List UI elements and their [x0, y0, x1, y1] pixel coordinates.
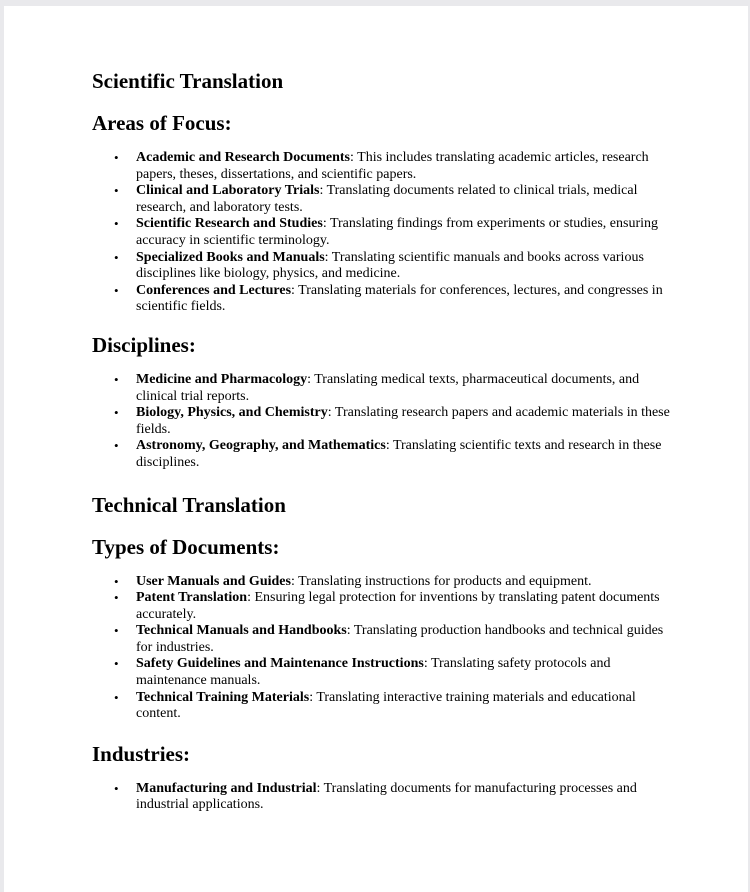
item-desc: : Translating materials for conferences, lectures, and congresses in scientific fields. — [136, 282, 663, 315]
document-content — [92, 66, 672, 814]
heading-areas-of-focus: Areas of Focus: — [92, 111, 232, 135]
list-areas-of-focus — [92, 150, 672, 316]
list-item — [92, 438, 672, 471]
item-term: Specialized Books and Manuals — [136, 249, 325, 265]
bullet-icon: • — [114, 183, 119, 199]
list-item — [92, 656, 672, 689]
item-desc: : Translating documents for manufacturing processes and industrial applications. — [136, 780, 637, 813]
bullet-icon: • — [114, 216, 119, 232]
item-desc: : Translating instructions for products and equipment. — [290, 573, 592, 589]
item-term: Academic and Research Documents — [136, 150, 350, 165]
heading-types-of-documents: Types of Documents: — [92, 534, 280, 559]
list-item — [92, 216, 672, 249]
bullet-icon: • — [114, 438, 119, 454]
bullet-icon: • — [114, 656, 119, 672]
item-desc: : Translating scientific texts and research in these disciplines. — [136, 438, 662, 470]
item-desc: : Translating interactive training materials and educational content. — [136, 689, 636, 722]
bullet-icon: • — [114, 780, 119, 796]
item-term: Astronomy, Geography, and Mathematics — [136, 438, 386, 454]
heading-industries: Industries: — [92, 741, 191, 766]
item-desc: : Translating research papers and academic materials in these fields. — [136, 405, 670, 437]
item-desc: : Translating scientific manuals and books across various disciplines like biology, physics, and medicine. — [136, 249, 644, 282]
list-item — [92, 781, 672, 814]
item-term: Technical Training Materials — [136, 689, 310, 705]
item-desc: : Translating findings from experiments or studies, ensuring accuracy in scientific terminology. — [136, 216, 659, 248]
item-term: Biology, Physics, and Chemistry — [136, 405, 328, 421]
item-term: Conferences and Lectures — [136, 282, 292, 298]
item-term: Safety Guidelines and Maintenance Instructions — [136, 656, 424, 672]
list-item — [92, 690, 672, 723]
document-page — [4, 6, 748, 892]
list-item — [92, 183, 672, 216]
item-term: User Manuals and Guides — [136, 573, 291, 589]
bullet-icon: • — [114, 405, 119, 421]
bullet-icon: • — [114, 150, 119, 165]
item-desc: : Translating safety protocols and maintenance manuals. — [136, 656, 611, 689]
bullet-icon: • — [114, 689, 119, 705]
list-disciplines — [92, 372, 672, 472]
list-item — [92, 623, 672, 656]
list-item — [92, 150, 672, 183]
item-term: Medicine and Pharmacology — [136, 371, 308, 387]
list-item — [92, 574, 672, 591]
section-title-scientific-translation: Scientific Translation — [92, 69, 284, 93]
list-item — [92, 405, 672, 438]
bullet-icon: • — [114, 282, 119, 298]
list-item — [92, 590, 672, 623]
item-term: Clinical and Laboratory Trials — [136, 183, 320, 199]
item-desc: : Translating production handbooks and technical guides for industries. — [136, 623, 664, 655]
item-term: Scientific Research and Studies — [136, 216, 323, 232]
item-desc: : This includes translating academic articles, research papers, theses, dissertations, and scientific papers. — [136, 150, 649, 182]
section-title-technical-translation: Technical Translation — [92, 492, 286, 517]
list-item — [92, 283, 672, 316]
bullet-icon: • — [114, 371, 119, 387]
list-item — [92, 372, 672, 405]
item-term: Technical Manuals and Handbooks — [136, 623, 347, 639]
item-term: Patent Translation — [136, 590, 248, 606]
item-desc: : Translating documents related to clinical trials, medical research, and laboratory tests. — [136, 183, 638, 215]
item-desc: : Translating medical texts, pharmaceutical documents, and clinical trial reports. — [136, 371, 640, 404]
item-term: Manufacturing and Industrial — [136, 780, 317, 796]
bullet-icon: • — [114, 590, 119, 606]
bullet-icon: • — [114, 249, 119, 265]
list-item — [92, 250, 672, 283]
heading-disciplines: Disciplines: — [92, 332, 196, 357]
item-desc: : Ensuring legal protection for inventions by translating patent documents accurately. — [136, 590, 660, 622]
bullet-icon: • — [114, 623, 119, 639]
list-industries — [92, 781, 672, 814]
list-types-of-documents — [92, 574, 672, 723]
bullet-icon: • — [114, 573, 119, 589]
